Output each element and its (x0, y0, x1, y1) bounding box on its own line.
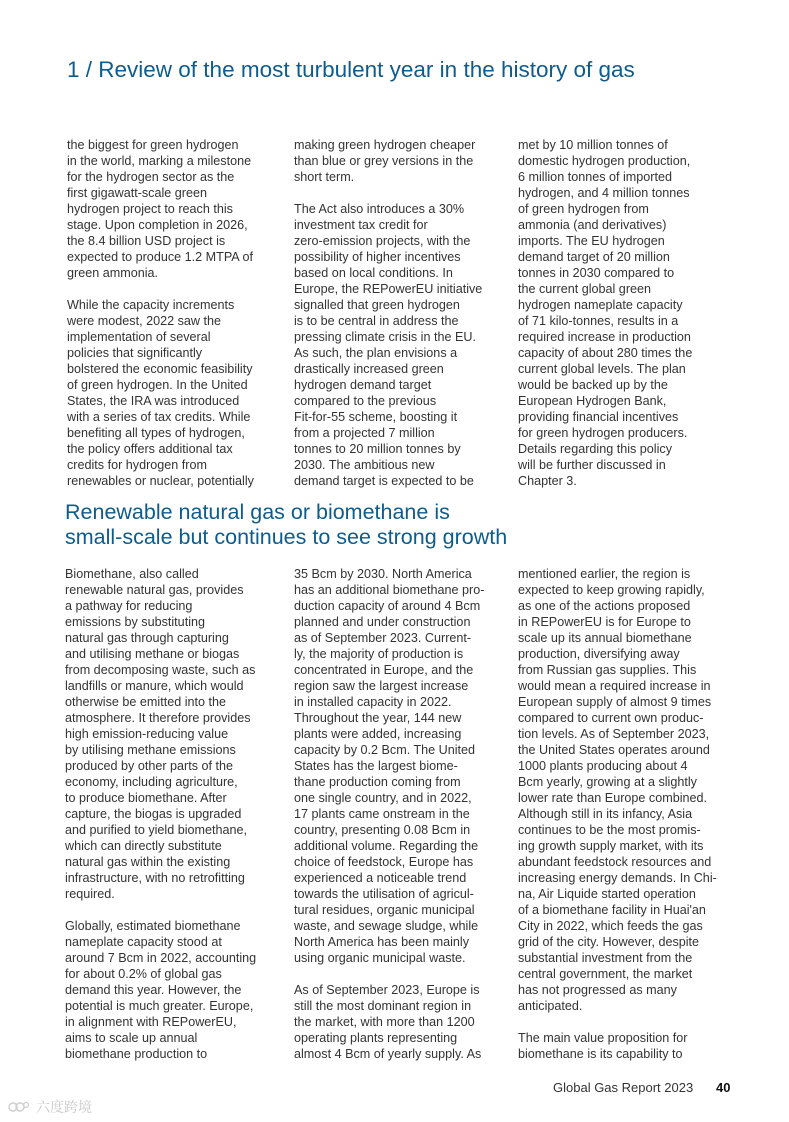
section2-column-2 (294, 566, 504, 1078)
text-line: scale up its annual biomethane (518, 631, 692, 645)
text-line: Europe, the REPowerEU initiative (294, 282, 483, 296)
text-line: current global levels. The plan (518, 362, 686, 376)
text-line: grid of the city. However, despite (518, 935, 700, 949)
text-line: around 7 Bcm in 2022, accounting (65, 951, 257, 965)
text-line: States has the largest biome- (294, 759, 458, 773)
text-line: from decomposing waste, such as (65, 663, 256, 677)
text-line: Renewable natural gas or biomethane is (65, 500, 450, 524)
text-line: bolstered the economic feasibility (67, 362, 253, 376)
paragraph (294, 137, 504, 185)
text-line: 1000 plants producing about 4 (518, 759, 688, 773)
text-line: making green hydrogen cheaper (294, 138, 476, 152)
text-line: abundant feedstock resources and (518, 855, 712, 869)
text-line: plants were added, increasing (294, 727, 462, 741)
text-line: European supply of almost 9 times (518, 695, 712, 709)
text-line: tonnes to 20 million tonnes by (294, 442, 461, 456)
text-line: lower rate than Europe combined. (518, 791, 708, 805)
text-line: which can directly substitute (65, 839, 222, 853)
text-line: additional volume. Regarding the (294, 839, 479, 853)
text-line: produced by other parts of the (65, 759, 234, 773)
paragraph (518, 137, 728, 489)
text-line: using organic municipal waste. (294, 951, 466, 965)
text-line: increasing energy demands. In Chi- (518, 871, 717, 885)
text-line: in the world, marking a milestone (67, 154, 252, 168)
text-line: 2030. The ambitious new (294, 458, 435, 472)
text-line: green ammonia. (67, 266, 159, 280)
page-number: 40 (716, 1080, 731, 1095)
text-line: almost 4 Bcm of yearly supply. As (294, 1047, 482, 1061)
text-line: required. (65, 887, 115, 901)
text-line: demand target is expected to be (294, 474, 474, 488)
text-line: biomethane is its capability to (518, 1047, 683, 1061)
text-line: the 8.4 billion USD project is (67, 234, 226, 248)
text-line: a pathway for reducing (65, 599, 193, 613)
text-line: natural gas within the existing (65, 855, 231, 869)
text-line: compared to the previous (294, 394, 437, 408)
text-line: The main value proposition for (518, 1031, 688, 1045)
text-line: investment tax credit for (294, 218, 428, 232)
text-line: operating plants representing (294, 1031, 458, 1045)
text-line: still the most dominant region in (294, 999, 472, 1013)
text-line: waste, and sewage sludge, while (294, 919, 479, 933)
text-line: credits for hydrogen from (67, 458, 207, 472)
text-line: nameplate capacity stood at (65, 935, 222, 949)
text-line: hydrogen nameplate capacity (518, 298, 683, 312)
text-line: expected to produce 1.2 MTPA of (67, 250, 253, 264)
text-line: demand this year. However, the (65, 983, 242, 997)
text-line: otherwise be emitted into the (65, 695, 227, 709)
text-line: by utilising methane emissions (65, 743, 236, 757)
text-line: of green hydrogen from (518, 202, 649, 216)
watermark-text: 六度跨境 (36, 1099, 92, 1115)
text-line: met by 10 million tonnes of (518, 138, 668, 152)
text-line: to produce biomethane. After (65, 791, 227, 805)
text-line: infrastructure, with no retrofitting (65, 871, 245, 885)
text-line: natural gas through capturing (65, 631, 229, 645)
text-line: North America has been mainly (294, 935, 469, 949)
text-line: renewables or nuclear, potentially (67, 474, 254, 488)
text-line: imports. The EU hydrogen (518, 234, 665, 248)
text-line: mentioned earlier, the region is (518, 567, 691, 581)
text-line: States, the IRA was introduced (67, 394, 240, 408)
text-line: is to be central in address the (294, 314, 459, 328)
text-line: thane production coming from (294, 775, 461, 789)
text-line: for the hydrogen sector as the (67, 170, 235, 184)
paragraph (518, 566, 728, 1014)
text-line: na, Air Liquide started operation (518, 887, 696, 901)
text-line: City in 2022, which feeds the gas (518, 919, 703, 933)
text-line: atmosphere. It therefore provides (65, 711, 251, 725)
section1-column-1 (67, 137, 277, 505)
section2-column-1 (65, 566, 275, 1078)
text-line: tonnes in 2030 compared to (518, 266, 675, 280)
text-line: central government, the market (518, 967, 693, 981)
section2-column-3 (518, 566, 728, 1078)
text-line: The Act also introduces a 30% (294, 202, 465, 216)
text-line: were modest, 2022 saw the (67, 314, 222, 328)
watermark-logo-icon (8, 1100, 30, 1114)
section-heading (65, 500, 565, 550)
text-line: the United States operates around (518, 743, 710, 757)
text-line: the policy offers additional tax (67, 442, 233, 456)
text-line: continues to be the most promis- (518, 823, 701, 837)
text-line: the biggest for green hydrogen (67, 138, 239, 152)
text-line: small-scale but continues to see strong growth (65, 525, 508, 549)
text-line: first gigawatt-scale green (67, 186, 207, 200)
text-line: hydrogen demand target (294, 378, 432, 392)
section1-column-3 (518, 137, 728, 505)
text-line: While the capacity increments (67, 298, 235, 312)
text-line: Chapter 3. (518, 474, 577, 488)
text-line: ing growth supply market, with its (518, 839, 704, 853)
text-line: as one of the actions proposed (518, 599, 691, 613)
text-line: and utilising methane or biogas (65, 647, 240, 661)
text-line: drastically increased green (294, 362, 444, 376)
text-line: planned and under construction (294, 615, 471, 629)
paragraph (65, 918, 275, 1062)
text-line: in installed capacity in 2022. (294, 695, 452, 709)
text-line: would be backed up by the (518, 378, 668, 392)
watermark (8, 1097, 92, 1117)
text-line: of 71 kilo-tonnes, results in a (518, 314, 679, 328)
text-line: will be further discussed in (518, 458, 666, 472)
text-line: Fit-for-55 scheme, boosting it (294, 410, 458, 424)
text-line: hydrogen, and 4 million tonnes (518, 186, 690, 200)
text-line: tion levels. As of September 2023, (518, 727, 710, 741)
text-line: implementation of several (67, 330, 211, 344)
text-line: based on local conditions. In (294, 266, 453, 280)
text-line: duction capacity of around 4 Bcm (294, 599, 481, 613)
text-line: signalled that green hydrogen (294, 298, 460, 312)
text-line: region saw the largest increase (294, 679, 469, 693)
text-line: Globally, estimated biomethane (65, 919, 241, 933)
text-line: economy, including agriculture, (65, 775, 238, 789)
paragraph (67, 137, 277, 281)
text-line: ammonia (and derivatives) (518, 218, 667, 232)
text-line: has an additional biomethane pro- (294, 583, 485, 597)
text-line: possibility of higher incentives (294, 250, 461, 264)
text-line: one single country, and in 2022, (294, 791, 472, 805)
text-line: expected to keep growing rapidly, (518, 583, 705, 597)
text-line: European Hydrogen Bank, (518, 394, 667, 408)
text-line: and purified to yield biomethane, (65, 823, 248, 837)
text-line: with a series of tax credits. While (67, 410, 251, 424)
text-line: capture, the biogas is upgraded (65, 807, 242, 821)
text-line: renewable natural gas, provides (65, 583, 244, 597)
text-line: potential is much greater. Europe, (65, 999, 254, 1013)
text-line: capacity by 0.2 Bcm. The United (294, 743, 476, 757)
text-line: aims to scale up annual (65, 1031, 198, 1045)
text-line: anticipated. (518, 999, 583, 1013)
text-line: for green hydrogen producers. (518, 426, 688, 440)
text-line: As of September 2023, Europe is (294, 983, 480, 997)
text-line: As such, the plan envisions a (294, 346, 458, 360)
text-line: choice of feedstock, Europe has (294, 855, 474, 869)
text-line: 17 plants came onstream in the (294, 807, 470, 821)
text-line: from a projected 7 million (294, 426, 435, 440)
text-line: from Russian gas supplies. This (518, 663, 697, 677)
text-line: benefiting all types of hydrogen, (67, 426, 245, 440)
text-line: zero-emission projects, with the (294, 234, 471, 248)
text-line: Biomethane, also called (65, 567, 199, 581)
text-line: 6 million tonnes of imported (518, 170, 673, 184)
footer-report-name: Global Gas Report 2023 (553, 1080, 694, 1095)
text-line: policies that significantly (67, 346, 203, 360)
text-line: in alignment with REPowerEU, (65, 1015, 237, 1029)
paragraph (294, 201, 504, 489)
text-line: stage. Upon completion in 2026, (67, 218, 248, 232)
text-line: required increase in production (518, 330, 691, 344)
text-line: biomethane production to (65, 1047, 208, 1061)
paragraph (518, 1030, 728, 1062)
text-line: demand target of 20 million (518, 250, 670, 264)
text-line: of green hydrogen. In the United (67, 378, 248, 392)
text-line: the market, with more than 1200 (294, 1015, 475, 1029)
text-line: as of September 2023. Current- (294, 631, 472, 645)
text-line: Although still in its infancy, Asia (518, 807, 693, 821)
text-line: of a biomethane facility in Huai'an (518, 903, 706, 917)
text-line: landfills or manure, which would (65, 679, 244, 693)
text-line: towards the utilisation of agricul- (294, 887, 474, 901)
text-line: for about 0.2% of global gas (65, 967, 222, 981)
text-line: Throughout the year, 144 new (294, 711, 462, 725)
text-line: pressing climate crisis in the EU. (294, 330, 476, 344)
text-line: tural residues, organic municipal (294, 903, 475, 917)
text-line: 35 Bcm by 2030. North America (294, 567, 472, 581)
paragraph (67, 297, 277, 489)
text-line: compared to current own produc- (518, 711, 704, 725)
text-line: the current global green (518, 282, 652, 296)
text-line: country, presenting 0.08 Bcm in (294, 823, 471, 837)
text-line: concentrated in Europe, and the (294, 663, 474, 677)
text-line: Bcm yearly, growing at a slightly (518, 775, 697, 789)
text-line: capacity of about 280 times the (518, 346, 693, 360)
paragraph (65, 566, 275, 902)
text-line: emissions by substituting (65, 615, 205, 629)
text-line: Details regarding this policy (518, 442, 672, 456)
paragraph (294, 982, 504, 1062)
text-line: ly, the majority of production is (294, 647, 464, 661)
text-line: high emission-reducing value (65, 727, 229, 741)
text-line: in REPowerEU is for Europe to (518, 615, 691, 629)
text-line: experienced a noticeable trend (294, 871, 467, 885)
text-line: domestic hydrogen production, (518, 154, 691, 168)
text-line: providing financial incentives (518, 410, 679, 424)
text-line: substantial investment from the (518, 951, 693, 965)
page-title: 1 / Review of the most turbulent year in the history of gas (67, 57, 635, 82)
text-line: short term. (294, 170, 355, 184)
text-line: hydrogen project to reach this (67, 202, 233, 216)
paragraph (294, 566, 504, 966)
text-line: production, diversifying away (518, 647, 680, 661)
text-line: has not progressed as many (518, 983, 677, 997)
section1-column-2 (294, 137, 504, 505)
text-line: would mean a required increase in (518, 679, 711, 693)
text-line: than blue or grey versions in the (294, 154, 474, 168)
